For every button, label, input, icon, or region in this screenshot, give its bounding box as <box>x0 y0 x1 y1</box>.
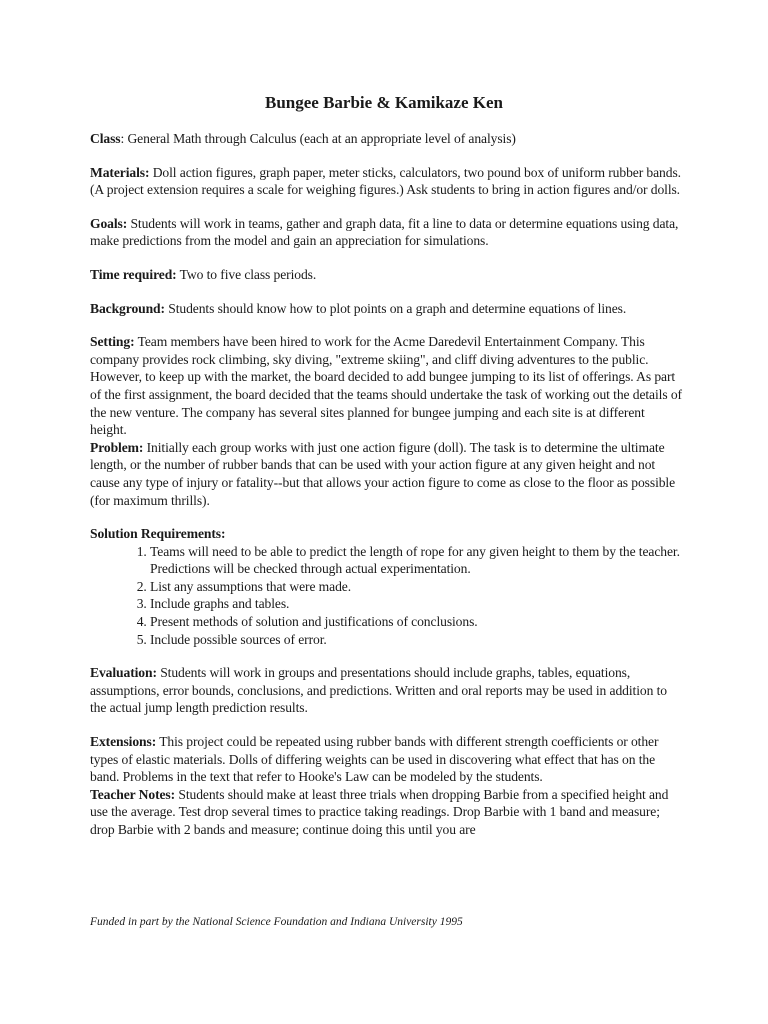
funding-footer: Funded in part by the National Science Foundation and Indiana University 1995 <box>90 916 463 928</box>
setting-label: Setting: <box>90 334 135 350</box>
evaluation-label: Evaluation: <box>90 665 157 681</box>
evaluation-paragraph <box>90 664 684 717</box>
materials-label: Materials: <box>90 164 150 180</box>
background-text: Students should know how to plot points on a graph and determine equations of lines. <box>164 300 627 316</box>
list-item: 5. Include possible sources of error. <box>150 631 684 649</box>
extensions-label: Extensions: <box>90 734 157 750</box>
class-colon: : <box>120 131 125 146</box>
goals-text: Students will work in teams, gather and graph data, fit a line to data or determine equations using data, make predictions from the model and gain an appreciation for simulations. <box>90 215 679 249</box>
solution-heading <box>90 525 684 543</box>
materials-paragraph <box>90 164 684 199</box>
materials-text: Doll action figures, graph paper, meter sticks, calculators, two pound box of uniform rubber bands. (A project extension requires a scale for weighing figures.) Ask students to bring in action figures and/or dolls. <box>90 164 681 198</box>
teacher-notes-label: Teacher Notes: <box>90 786 176 802</box>
background-label: Background: <box>90 300 165 316</box>
setting-paragraph <box>90 333 684 439</box>
list-item: 4. Present methods of solution and justifications of conclusions. <box>150 613 684 631</box>
time-required-label: Time required: <box>90 266 177 282</box>
time-required-text: Two to five class periods. <box>176 266 317 282</box>
problem-text: Initially each group works with just one action figure (doll). The task is to determine the ultimate length, or the number of rubber bands that can be used with your action figure at any given height and not cause any type of injury or fatality--but that allows your action figure to come as close to the floor as possible (for maximum thrills). <box>90 439 676 508</box>
problem-label: Problem: <box>90 439 144 455</box>
background-paragraph <box>90 300 684 318</box>
list-item: 2. List any assumptions that were made. <box>150 578 684 596</box>
setting-text: Team members have been hired to work for the Acme Daredevil Entertainment Company. This company provides rock climbing, sky diving, "extreme skiing", and cliff diving adventures to the public. However, to keep up with the market, the board decided to add bungee jumping to its list of offerings. As part of the first assignment, the board decided that the teams should undertake the task of working out the details of the new venture. The company has several sites planned for bungee jumping and each site is at different height. <box>90 334 682 438</box>
class-label: Class <box>90 131 121 146</box>
problem-paragraph <box>90 439 684 509</box>
document-body <box>90 130 684 839</box>
list-item: 3. Include graphs and tables. <box>150 595 684 613</box>
extensions-text: This project could be repeated using rubber bands with different strength coefficients or other types of elastic materials. Dolls of differing weights can be used in discovering what effect that has on the band. Problems in the text that refer to Hooke's Law can be modeled by the students. <box>90 734 659 785</box>
evaluation-text: Students will work in groups and presentations should include graphs, tables, equations, assumptions, error bounds, conclusions, and predictions. Written and oral reports may be used in addition to the actual jump length prediction results. <box>90 665 667 716</box>
list-item: 1. Teams will need to be able to predict the length of rope for any given height to them by the teacher. Predictions will be checked through actual experimentation. <box>150 543 684 578</box>
class-text: General Math through Calculus (each at an appropriate level of analysis) <box>124 131 516 146</box>
time-required-paragraph <box>90 266 684 284</box>
teacher-notes-paragraph <box>90 786 684 839</box>
teacher-notes-text: Students should make at least three trials when dropping Barbie from a specified height and use the average. Test drop several times to practice taking readings. Drop Barbie with 1 band and measure; drop Barbie with 2 bands and measure; continue doing this until you are <box>90 786 669 837</box>
goals-paragraph <box>90 215 684 250</box>
class-paragraph <box>90 130 684 148</box>
solution-list <box>90 543 684 649</box>
extensions-paragraph <box>90 733 684 786</box>
solution-label: Solution Requirements: <box>90 526 226 542</box>
document-title: Bungee Barbie & Kamikaze Ken <box>265 93 503 112</box>
goals-label: Goals: <box>90 215 128 231</box>
